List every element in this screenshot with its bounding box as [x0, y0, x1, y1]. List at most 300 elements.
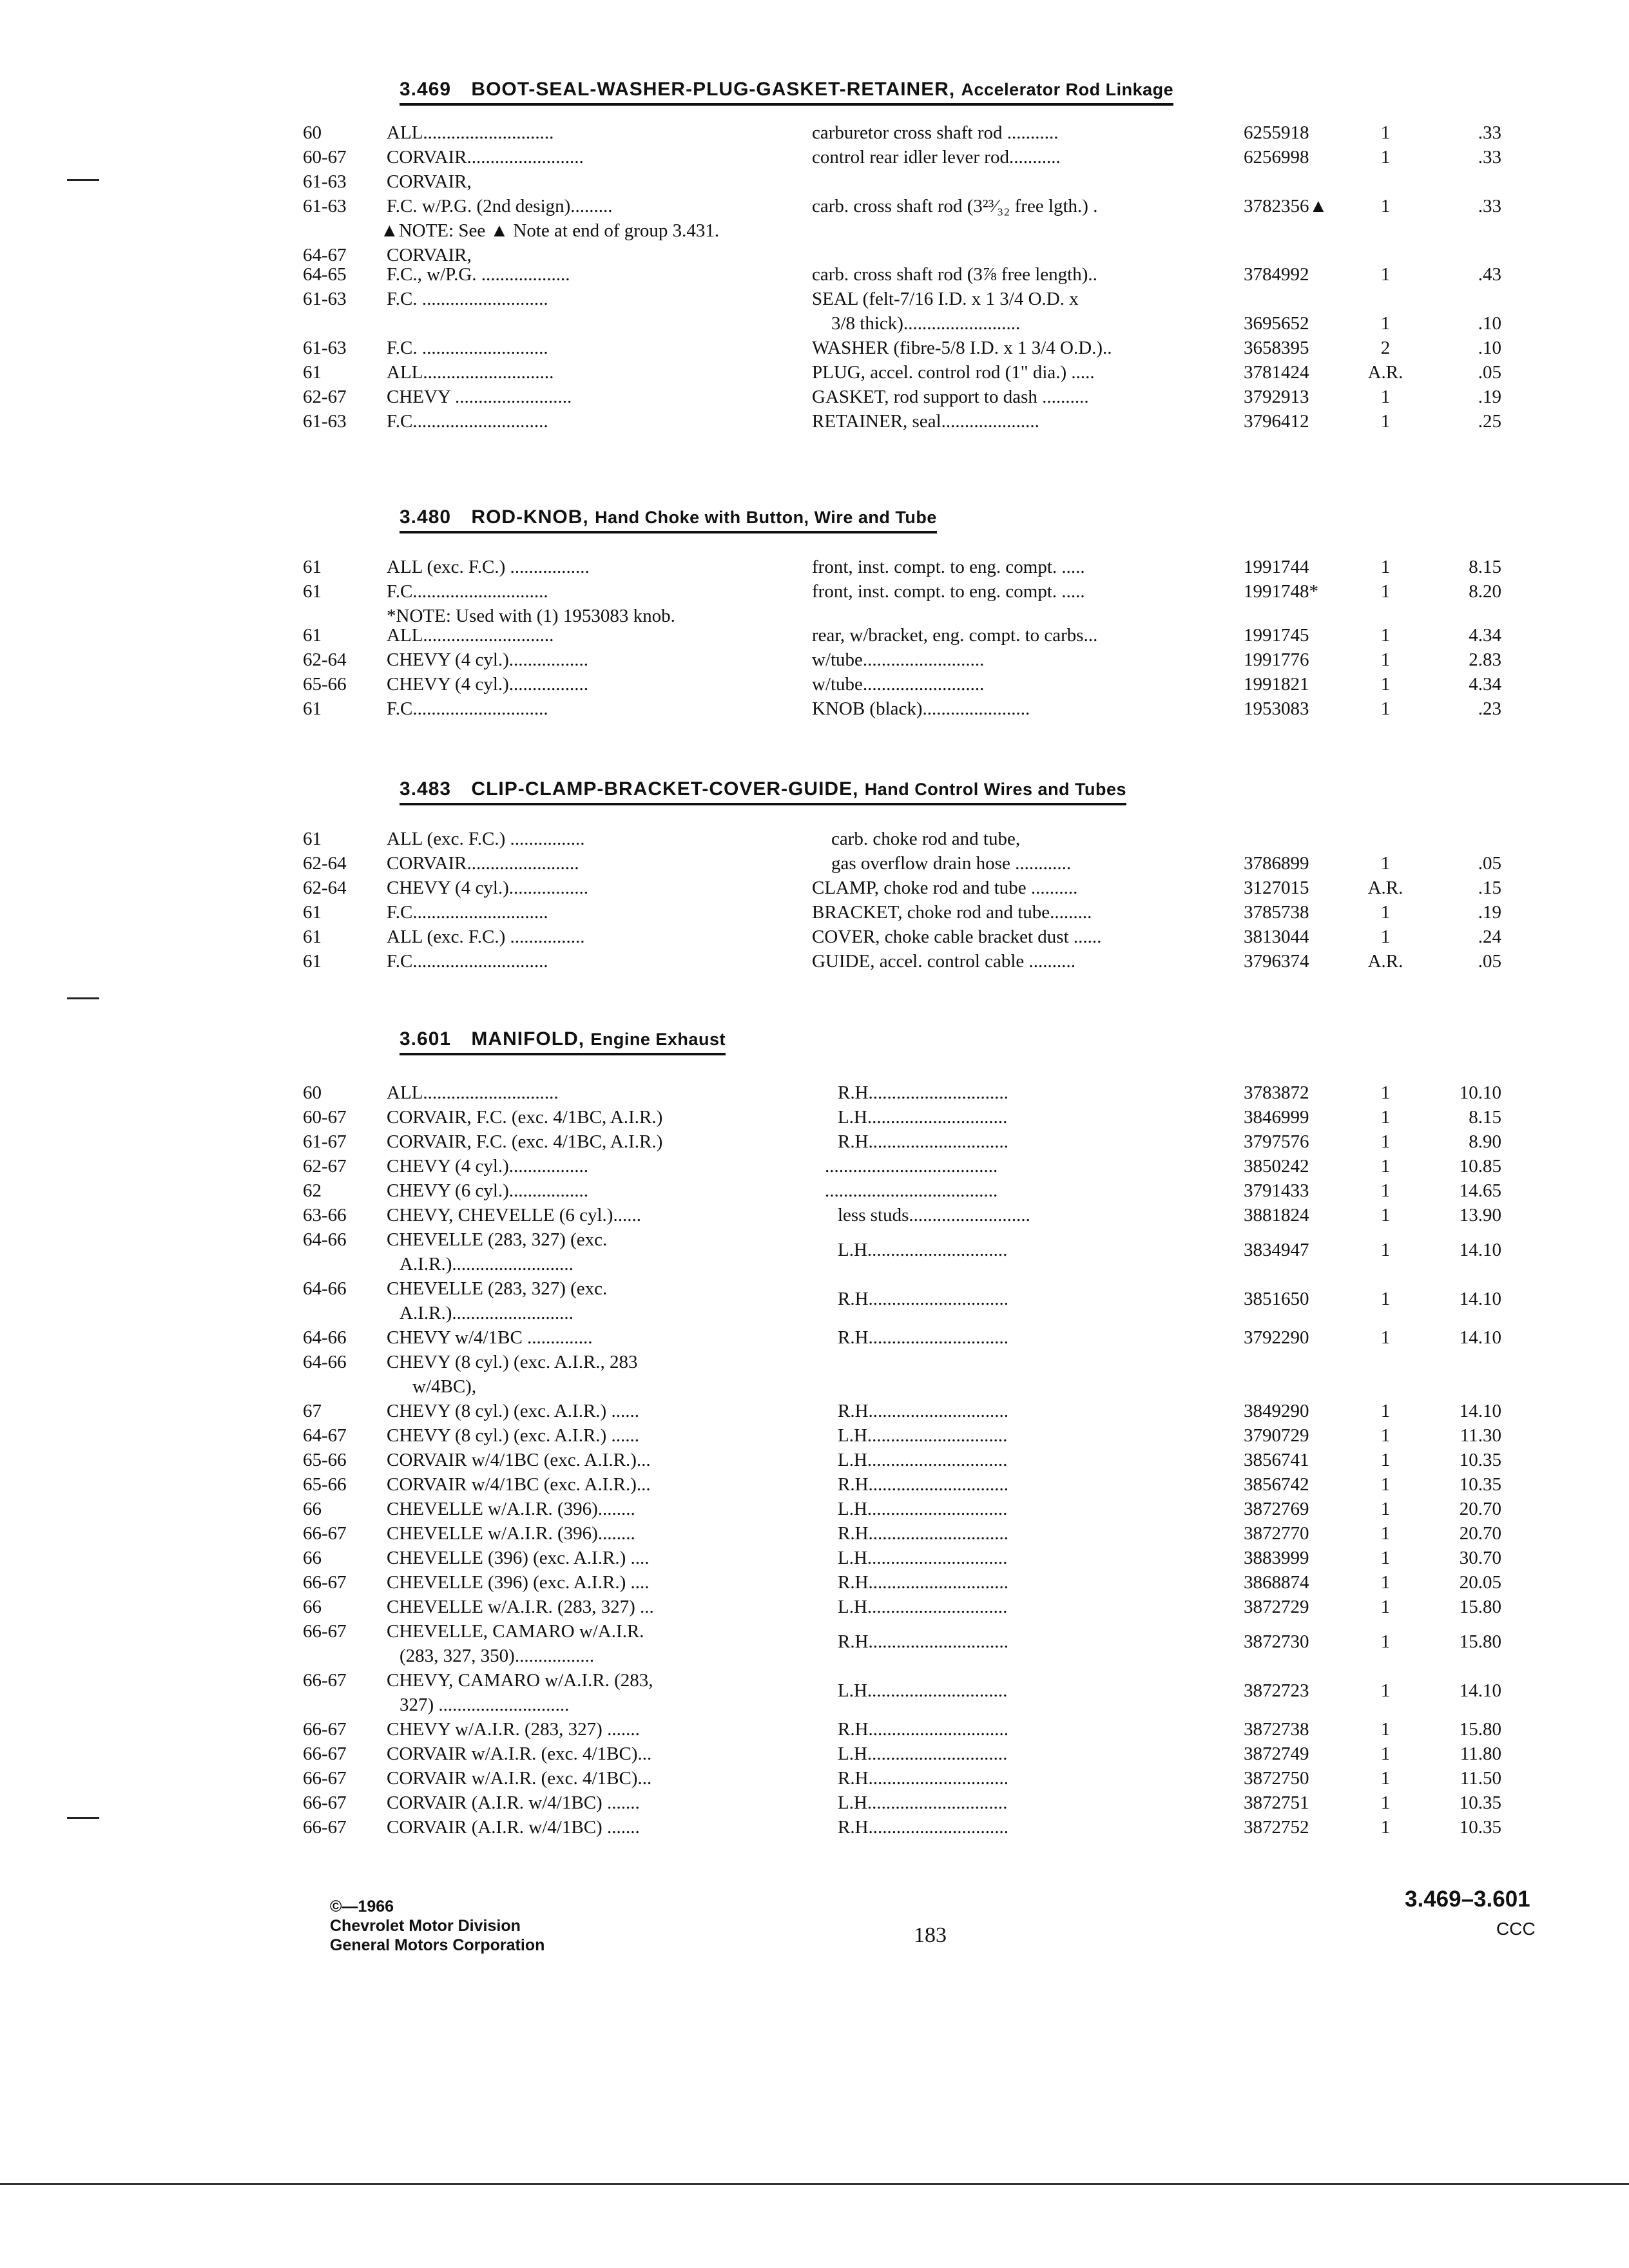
year-cell: 64-66 — [303, 1327, 347, 1348]
table-row — [303, 1107, 1527, 1131]
table-row — [303, 387, 1527, 411]
price-cell: .10 — [1478, 313, 1501, 334]
description-cell: R.H.............................. — [838, 1768, 1009, 1789]
application-cell: F.C. ........................... — [387, 338, 548, 358]
application-cell: CORVAIR, — [387, 245, 472, 265]
part-number-cell: 3786899 — [1244, 853, 1309, 874]
year-cell: 62-67 — [303, 1156, 347, 1177]
price-cell: 11.30 — [1460, 1425, 1501, 1446]
application-cell: CHEVY (4 cyl.)................. — [387, 649, 589, 670]
year-cell: 62-64 — [303, 649, 347, 670]
description-cell: R.H.............................. — [838, 1131, 1009, 1152]
table-row — [303, 1229, 1527, 1278]
table-row — [303, 625, 1527, 649]
application-cell: CORVAIR, F.C. (exc. 4/1BC, A.I.R.) — [387, 1131, 663, 1152]
year-cell: 64-67 — [303, 245, 347, 265]
table-row — [303, 411, 1527, 436]
part-number-cell: 6256998 — [1244, 147, 1309, 168]
quantity-cell: 1 — [1380, 649, 1391, 670]
table-row — [303, 1180, 1527, 1205]
part-number-cell: 3127015 — [1244, 878, 1309, 898]
application-cell: ALL............................. — [387, 1082, 559, 1103]
description-cell: L.H.............................. — [838, 1744, 1008, 1764]
quantity-cell: 1 — [1380, 1205, 1391, 1225]
section-subtitle: Accelerator Rod Linkage — [961, 80, 1174, 99]
part-number-cell: 3782356▲ — [1244, 196, 1328, 216]
description-cell: carb. choke rod and tube, — [831, 829, 1021, 849]
table-row — [303, 902, 1527, 927]
quantity-cell: 1 — [1380, 674, 1391, 695]
year-cell: 60-67 — [303, 1107, 347, 1128]
description-cell: front, inst. compt. to eng. compt. ..... — [812, 557, 1085, 577]
section-subtitle: Engine Exhaust — [590, 1030, 726, 1049]
part-number-cell: 1991745 — [1244, 625, 1309, 646]
description-cell: control rear idler lever rod........... — [812, 147, 1061, 168]
part-number-cell: 3797576 — [1244, 1131, 1309, 1152]
description-cell: R.H.............................. — [838, 1401, 1009, 1421]
price-cell: .05 — [1478, 951, 1501, 972]
quantity-cell: 1 — [1380, 1289, 1391, 1309]
part-number-cell: 3695652 — [1244, 313, 1309, 334]
application-cell: CHEVELLE, CAMARO w/A.I.R. — [387, 1621, 644, 1642]
year-cell: 64-66 — [303, 1352, 347, 1372]
application-cell: F.C. w/P.G. (2nd design)......... — [387, 196, 613, 216]
quantity-cell: 1 — [1380, 1572, 1391, 1593]
part-number-cell: 3796374 — [1244, 951, 1309, 972]
application-cell: F.C............................. — [387, 698, 548, 719]
table-row — [303, 1474, 1527, 1499]
application-cell: CHEVELLE w/A.I.R. (283, 327) ... — [387, 1597, 654, 1617]
part-number-cell: 3856741 — [1244, 1450, 1309, 1470]
part-number-cell: 3856742 — [1244, 1474, 1309, 1495]
price-cell: 14.65 — [1459, 1180, 1501, 1201]
application-cell: ALL............................ — [387, 625, 554, 646]
application-cell: ALL............................ — [387, 362, 554, 383]
description-cell: SEAL (felt-7/16 I.D. x 1 3/4 O.D. x — [812, 289, 1079, 309]
description-cell: ..................................... — [825, 1156, 998, 1177]
part-number-cell: 3850242 — [1244, 1156, 1309, 1177]
year-cell: 63-66 — [303, 1205, 347, 1225]
part-number-cell: 1991744 — [1244, 557, 1309, 577]
price-cell: .25 — [1478, 411, 1501, 432]
year-cell: 66-67 — [303, 1572, 347, 1593]
table-row — [303, 1817, 1527, 1841]
application-cell-continued: 327) ............................ — [400, 1695, 570, 1715]
year-cell: 61-63 — [303, 289, 347, 309]
table-row — [303, 245, 1527, 264]
quantity-cell: A.R. — [1367, 878, 1403, 898]
section-title: BOOT-SEAL-WASHER-PLUG-GASKET-RETAINER, — [471, 79, 956, 100]
application-cell: CHEVELLE (396) (exc. A.I.R.) .... — [387, 1572, 650, 1593]
year-cell: 66 — [303, 1548, 322, 1568]
year-cell: 66-67 — [303, 1621, 347, 1642]
table-row — [303, 196, 1527, 220]
price-cell: 10.35 — [1459, 1474, 1501, 1495]
year-cell: 64-66 — [303, 1278, 347, 1299]
part-number-cell: 1991748* — [1244, 581, 1318, 602]
table-row — [303, 264, 1527, 289]
description-cell: L.H.............................. — [838, 1680, 1008, 1701]
copyright-division: Chevrolet Motor Division — [330, 1917, 521, 1935]
margin-mark — [67, 179, 99, 181]
description-cell: w/tube.......................... — [812, 649, 985, 670]
year-cell: 64-67 — [303, 1425, 347, 1446]
part-number-cell: 3872738 — [1244, 1719, 1309, 1740]
description-cell: L.H.............................. — [838, 1548, 1008, 1568]
application-cell: CHEVY, CAMARO w/A.I.R. (283, — [387, 1670, 653, 1691]
price-cell: 14.10 — [1459, 1680, 1501, 1701]
section-number: 3.469 — [400, 79, 452, 100]
year-cell: 61-63 — [303, 411, 347, 432]
price-cell: .15 — [1478, 878, 1501, 898]
table-row — [303, 1768, 1527, 1792]
application-cell: CHEVY (6 cyl.)................. — [387, 1180, 589, 1201]
quantity-cell: 1 — [1380, 1548, 1391, 1568]
year-cell: 66-67 — [303, 1523, 347, 1544]
quantity-cell: 1 — [1380, 387, 1391, 407]
part-number-cell: 3872749 — [1244, 1744, 1309, 1764]
part-number-cell: 3872729 — [1244, 1597, 1309, 1617]
section-title: ROD-KNOB, — [471, 506, 589, 528]
price-cell: 8.15 — [1469, 1107, 1501, 1128]
price-cell: 15.80 — [1459, 1631, 1501, 1652]
description-cell: WASHER (fibre-5/8 I.D. x 1 3/4 O.D.).. — [812, 338, 1112, 358]
description-cell: R.H.............................. — [838, 1817, 1009, 1838]
price-cell: 4.34 — [1469, 674, 1501, 695]
year-cell: 65-66 — [303, 1450, 347, 1470]
table-row — [303, 1572, 1527, 1597]
quantity-cell: 1 — [1380, 557, 1391, 577]
quantity-cell: A.R. — [1367, 362, 1403, 383]
application-cell: CORVAIR w/A.I.R. (exc. 4/1BC)... — [387, 1744, 652, 1764]
part-number-cell: 3813044 — [1244, 927, 1309, 947]
description-cell: L.H.............................. — [838, 1450, 1008, 1470]
year-cell: 65-66 — [303, 1474, 347, 1495]
table-row — [303, 878, 1527, 902]
description-cell-continued: 3/8 thick)......................... — [831, 313, 1021, 334]
part-number-cell: 3792290 — [1244, 1327, 1309, 1348]
year-cell: 62-67 — [303, 387, 347, 407]
application-cell-continued: (283, 327, 350)................. — [400, 1646, 595, 1666]
year-cell: 66-67 — [303, 1817, 347, 1838]
part-number-cell: 3846999 — [1244, 1107, 1309, 1128]
description-cell: PLUG, accel. control rod (1" dia.) ..... — [812, 362, 1095, 383]
price-cell: 8.15 — [1469, 557, 1501, 577]
description-cell: carburetor cross shaft rod ........... — [812, 122, 1059, 143]
application-cell: CORVAIR (A.I.R. w/4/1BC) ....... — [387, 1792, 640, 1813]
quantity-cell: 1 — [1380, 1744, 1391, 1764]
description-cell: RETAINER, seal..................... — [812, 411, 1039, 432]
year-cell: 61-63 — [303, 196, 347, 216]
price-cell: 11.80 — [1460, 1744, 1501, 1764]
part-number-cell: 1991821 — [1244, 674, 1309, 695]
price-cell: 10.35 — [1459, 1792, 1501, 1813]
section-heading — [400, 79, 1173, 106]
price-cell: 8.20 — [1469, 581, 1501, 602]
year-cell: 64-66 — [303, 1229, 347, 1250]
section-subtitle: Hand Control Wires and Tubes — [864, 780, 1127, 799]
quantity-cell: 1 — [1380, 625, 1391, 646]
part-number-cell: 3796412 — [1244, 411, 1309, 432]
quantity-cell: 1 — [1380, 147, 1391, 168]
quantity-cell: 1 — [1380, 313, 1391, 334]
year-cell: 66-67 — [303, 1792, 347, 1813]
application-cell: CHEVY (4 cyl.)................. — [387, 878, 589, 898]
application-cell: CORVAIR (A.I.R. w/4/1BC) ....... — [387, 1817, 640, 1838]
table-row — [303, 1719, 1527, 1744]
table-row — [303, 1523, 1527, 1548]
year-cell: 62-64 — [303, 878, 347, 898]
quantity-cell: 1 — [1380, 1082, 1391, 1103]
description-cell: L.H.............................. — [838, 1107, 1008, 1128]
table-row — [303, 1597, 1527, 1621]
copyright-block — [330, 1897, 545, 1955]
application-cell: CHEVELLE w/A.I.R. (396)........ — [387, 1499, 635, 1519]
part-number-cell: 3868874 — [1244, 1572, 1309, 1593]
quantity-cell: A.R. — [1367, 951, 1403, 972]
quantity-cell: 1 — [1380, 1474, 1391, 1495]
description-cell: R.H.............................. — [838, 1523, 1009, 1544]
section-3-601 — [303, 1028, 1527, 1841]
description-cell: GUIDE, accel. control cable .......... — [812, 951, 1076, 972]
catalog-code: CCC — [1496, 1919, 1536, 1939]
part-number-cell: 3872723 — [1244, 1680, 1309, 1701]
description-cell: front, inst. compt. to eng. compt. ..... — [812, 581, 1085, 602]
part-number-cell: 3872769 — [1244, 1499, 1309, 1519]
quantity-cell: 1 — [1380, 1597, 1391, 1617]
table-row — [303, 1744, 1527, 1768]
year-cell: 67 — [303, 1401, 322, 1421]
year-cell: 60-67 — [303, 147, 347, 168]
quantity-cell: 1 — [1380, 1401, 1391, 1421]
description-cell: R.H.............................. — [838, 1572, 1009, 1593]
quantity-cell: 1 — [1380, 1131, 1391, 1152]
quantity-cell: 1 — [1380, 698, 1391, 719]
quantity-cell: 1 — [1380, 1425, 1391, 1446]
quantity-cell: 1 — [1380, 902, 1391, 923]
description-cell: R.H.............................. — [838, 1289, 1009, 1309]
description-cell-continued: gas overflow drain hose ............ — [831, 853, 1072, 874]
price-cell: .33 — [1478, 147, 1501, 168]
quantity-cell: 1 — [1380, 927, 1391, 947]
quantity-cell: 1 — [1380, 196, 1391, 216]
bottom-rule — [0, 2183, 1629, 2185]
section-heading — [400, 506, 937, 533]
table-row — [303, 1278, 1527, 1327]
application-cell: F.C. ........................... — [387, 289, 548, 309]
application-cell-continued: w/4BC), — [412, 1376, 477, 1397]
year-cell: 61 — [303, 927, 322, 947]
year-cell: 61 — [303, 581, 322, 602]
section-number: 3.480 — [400, 506, 452, 528]
part-number-cell: 3792913 — [1244, 387, 1309, 407]
quantity-cell: 1 — [1380, 1817, 1391, 1838]
description-cell: L.H.............................. — [838, 1240, 1008, 1260]
application-cell: ALL (exc. F.C.) ................ — [387, 927, 585, 947]
section-title: MANIFOLD, — [471, 1028, 585, 1050]
price-cell: 10.35 — [1459, 1817, 1501, 1838]
year-cell: 61 — [303, 829, 322, 849]
application-cell: F.C............................. — [387, 951, 548, 972]
year-cell: 61 — [303, 698, 322, 719]
application-cell: CHEVY (8 cyl.) (exc. A.I.R.) ...... — [387, 1401, 639, 1421]
price-cell: 20.70 — [1459, 1499, 1501, 1519]
table-row — [303, 1352, 1527, 1401]
table-row — [303, 951, 1527, 975]
price-cell: 20.70 — [1459, 1523, 1501, 1544]
table-row — [303, 122, 1527, 147]
application-cell: CORVAIR w/4/1BC (exc. A.I.R.)... — [387, 1450, 651, 1470]
table-row — [303, 1327, 1527, 1352]
application-cell: CHEVELLE w/A.I.R. (396)........ — [387, 1523, 635, 1544]
year-cell: 61-67 — [303, 1131, 347, 1152]
margin-mark — [67, 1817, 99, 1819]
price-cell: 14.10 — [1459, 1289, 1501, 1309]
year-cell: 62-64 — [303, 853, 347, 874]
part-number-cell: 3785738 — [1244, 902, 1309, 923]
application-cell: CORVAIR w/A.I.R. (exc. 4/1BC)... — [387, 1768, 652, 1789]
application-cell-continued: A.I.R.).......................... — [400, 1254, 574, 1274]
application-cell: CORVAIR, — [387, 171, 472, 192]
table-row — [303, 557, 1527, 581]
section-number: 3.483 — [400, 778, 452, 800]
part-number-cell: 3834947 — [1244, 1240, 1309, 1260]
year-cell: 66-67 — [303, 1744, 347, 1764]
year-cell: 65-66 — [303, 674, 347, 695]
table-row — [303, 1082, 1527, 1107]
quantity-cell: 1 — [1380, 1768, 1391, 1789]
part-number-cell: 3883999 — [1244, 1548, 1309, 1568]
description-cell: ..................................... — [825, 1180, 998, 1201]
description-cell: R.H.............................. — [838, 1719, 1009, 1740]
quantity-cell: 1 — [1380, 581, 1391, 602]
price-cell: .05 — [1478, 853, 1501, 874]
price-cell: 10.85 — [1459, 1156, 1501, 1177]
year-cell: 66 — [303, 1499, 322, 1519]
note-row — [303, 606, 1527, 625]
application-cell: F.C., w/P.G. ................... — [387, 264, 570, 285]
application-cell: CHEVY (4 cyl.)................. — [387, 674, 589, 695]
part-number-cell: 6255918 — [1244, 122, 1309, 143]
quantity-cell: 1 — [1380, 1631, 1391, 1652]
application-cell: CHEVY (8 cyl.) (exc. A.I.R., 283 — [387, 1352, 638, 1372]
part-number-cell: 1991776 — [1244, 649, 1309, 670]
price-cell: 15.80 — [1459, 1597, 1501, 1617]
table-row — [303, 927, 1527, 951]
application-cell: CORVAIR w/4/1BC (exc. A.I.R.)... — [387, 1474, 651, 1495]
table-row — [303, 1499, 1527, 1523]
table-row — [303, 362, 1527, 387]
quantity-cell: 1 — [1380, 853, 1391, 874]
section-subtitle: Hand Choke with Button, Wire and Tube — [595, 508, 937, 527]
year-cell: 60 — [303, 122, 322, 143]
price-cell: .23 — [1478, 698, 1501, 719]
application-cell: CORVAIR........................ — [387, 853, 579, 874]
part-number-cell: 3881824 — [1244, 1205, 1309, 1225]
year-cell: 62 — [303, 1180, 322, 1201]
price-cell: .05 — [1478, 362, 1501, 383]
page-number: 183 — [914, 1923, 947, 1947]
quantity-cell: 1 — [1380, 1240, 1391, 1260]
year-cell: 60 — [303, 1082, 322, 1103]
section-3-469 — [303, 79, 1527, 436]
year-cell: 66-67 — [303, 1670, 347, 1691]
quantity-cell: 1 — [1380, 1719, 1391, 1740]
part-number-cell: 3872770 — [1244, 1523, 1309, 1544]
description-cell: COVER, choke cable bracket dust ...... — [812, 927, 1102, 947]
part-number-cell: 3849290 — [1244, 1401, 1309, 1421]
description-cell: R.H.............................. — [838, 1327, 1009, 1348]
application-cell: CORVAIR, F.C. (exc. 4/1BC, A.I.R.) — [387, 1107, 663, 1128]
table-row — [303, 1450, 1527, 1474]
price-cell: 10.35 — [1459, 1450, 1501, 1470]
description-cell: R.H.............................. — [838, 1082, 1009, 1103]
parts-table — [303, 122, 1527, 436]
part-number-cell: 3872751 — [1244, 1792, 1309, 1813]
year-cell: 61 — [303, 951, 322, 972]
table-row — [303, 338, 1527, 362]
parts-table — [303, 557, 1527, 723]
copyright-year: ©—1966 — [330, 1898, 394, 1916]
year-cell: 61-63 — [303, 338, 347, 358]
quantity-cell: 1 — [1380, 1450, 1391, 1470]
part-number-cell: 3783872 — [1244, 1082, 1309, 1103]
description-cell: BRACKET, choke rod and tube......... — [812, 902, 1092, 923]
section-heading — [400, 778, 1126, 805]
application-cell: ALL............................ — [387, 122, 554, 143]
description-cell: R.H.............................. — [838, 1631, 1009, 1652]
description-cell: carb. cross shaft rod (3²³⁄₃₂ free lgth.) . — [812, 196, 1098, 216]
price-cell: 10.10 — [1459, 1082, 1501, 1103]
note-text: ▲NOTE: See ▲ Note at end of group 3.431. — [380, 220, 720, 241]
application-cell: CORVAIR......................... — [387, 147, 584, 168]
price-cell: 15.80 — [1459, 1719, 1501, 1740]
price-cell: 14.10 — [1459, 1327, 1501, 1348]
part-number-cell: 3658395 — [1244, 338, 1309, 358]
application-cell: CHEVY, CHEVELLE (6 cyl.)...... — [387, 1205, 641, 1225]
price-cell: .33 — [1478, 196, 1501, 216]
table-row — [303, 1548, 1527, 1572]
table-row — [303, 1621, 1527, 1670]
application-cell: CHEVELLE (283, 327) (exc. — [387, 1229, 608, 1250]
application-cell: CHEVY (8 cyl.) (exc. A.I.R.) ...... — [387, 1425, 639, 1446]
quantity-cell: 1 — [1380, 1180, 1391, 1201]
section-title: CLIP-CLAMP-BRACKET-COVER-GUIDE, — [471, 778, 859, 800]
application-cell: ALL (exc. F.C.) ................. — [387, 557, 590, 577]
table-row — [303, 1156, 1527, 1180]
price-cell: 30.70 — [1459, 1548, 1501, 1568]
table-row — [303, 1425, 1527, 1450]
description-cell: R.H.............................. — [838, 1474, 1009, 1495]
quantity-cell: 1 — [1380, 1792, 1391, 1813]
table-row — [303, 853, 1527, 878]
description-cell: CLAMP, choke rod and tube .......... — [812, 878, 1078, 898]
quantity-cell: 1 — [1380, 264, 1391, 285]
quantity-cell: 1 — [1380, 1680, 1391, 1701]
price-cell: 14.10 — [1459, 1401, 1501, 1421]
price-cell: 2.83 — [1469, 649, 1501, 670]
application-cell: CHEVELLE (283, 327) (exc. — [387, 1278, 608, 1299]
table-row — [303, 674, 1527, 698]
part-number-cell: 3872750 — [1244, 1768, 1309, 1789]
description-cell: L.H.............................. — [838, 1597, 1008, 1617]
section-heading — [400, 1028, 726, 1055]
table-row — [303, 1401, 1527, 1425]
section-number: 3.601 — [400, 1028, 452, 1050]
quantity-cell: 1 — [1380, 411, 1391, 432]
price-cell: .43 — [1478, 264, 1501, 285]
price-cell: .33 — [1478, 122, 1501, 143]
